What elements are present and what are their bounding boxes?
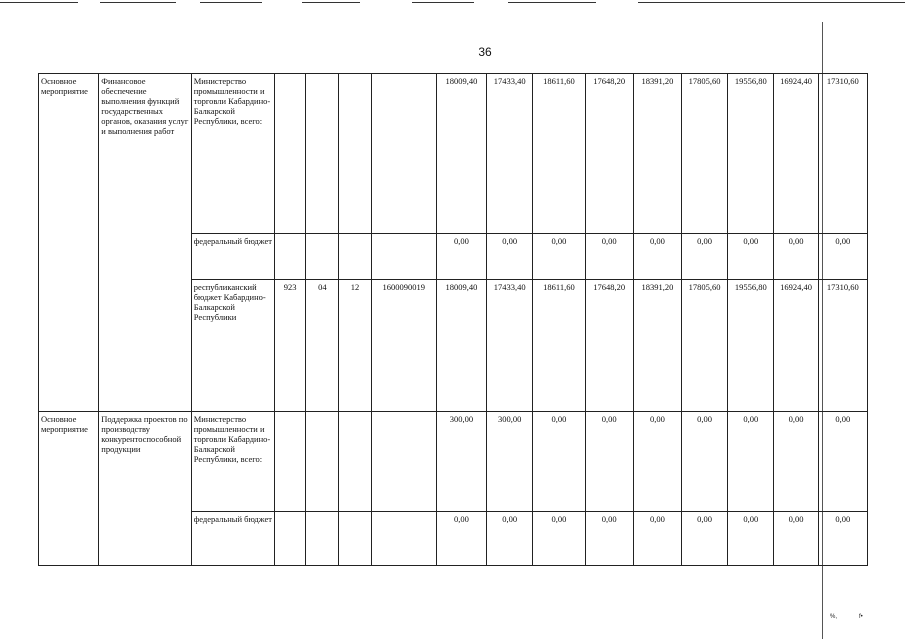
- event-type-cell: Основное мероприятие: [39, 74, 99, 412]
- value-cell: 0,00: [728, 512, 774, 566]
- page-number: 36: [478, 45, 492, 59]
- event-name-cell: Финансовое обеспечение выполнения функций государственных органов, оказания услуг и выполнения работ: [99, 74, 191, 412]
- event-name-cell: Поддержка проектов по производству конкурентоспособной продукции: [99, 412, 191, 566]
- value-cell: 0,00: [818, 412, 867, 512]
- budget-table: [38, 73, 868, 566]
- value-cell: 0,00: [818, 512, 867, 566]
- top-rule: [100, 2, 176, 3]
- source-label-cell: Министерство промышленности и торговли Кабардино-Балкарской Республики, всего:: [191, 74, 274, 234]
- value-cell: 17648,20: [585, 280, 633, 412]
- pr-cell: [339, 412, 371, 512]
- value-cell: 17310,60: [818, 280, 867, 412]
- csr-cell: [371, 412, 436, 512]
- value-cell: 16924,40: [774, 280, 818, 412]
- scan-artifact-marks: %, f•: [830, 614, 863, 620]
- value-cell: 0,00: [533, 234, 585, 280]
- value-cell: 0,00: [633, 412, 681, 512]
- csr-cell: [371, 234, 436, 280]
- value-cell: 0,00: [728, 234, 774, 280]
- top-rule: [412, 2, 474, 3]
- value-cell: 0,00: [585, 512, 633, 566]
- grbs-cell: [275, 412, 306, 512]
- value-cell: 0,00: [487, 234, 533, 280]
- grbs-cell: [275, 512, 306, 566]
- grbs-cell: [275, 234, 306, 280]
- value-cell: 0,00: [774, 412, 818, 512]
- source-label-cell: федеральный бюджет: [191, 234, 274, 280]
- rz-cell: [306, 74, 339, 234]
- rz-cell: 04: [306, 280, 339, 412]
- value-cell: 0,00: [774, 512, 818, 566]
- top-rule: [302, 2, 360, 3]
- value-cell: 0,00: [585, 234, 633, 280]
- value-cell: 0,00: [818, 234, 867, 280]
- value-cell: 17310,60: [818, 74, 867, 234]
- value-cell: 18009,40: [436, 280, 486, 412]
- table-row: [39, 412, 868, 512]
- value-cell: 0,00: [682, 234, 728, 280]
- source-label-cell: Министерство промышленности и торговли Кабардино-Балкарской Республики, всего:: [191, 412, 274, 512]
- value-cell: 0,00: [585, 412, 633, 512]
- value-cell: 19556,80: [728, 280, 774, 412]
- value-cell: 0,00: [487, 512, 533, 566]
- value-cell: 18391,20: [633, 280, 681, 412]
- value-cell: 0,00: [728, 412, 774, 512]
- table-row: [39, 74, 868, 234]
- grbs-cell: 923: [275, 280, 306, 412]
- top-rule: [638, 2, 905, 3]
- top-rule: [0, 2, 78, 3]
- pr-cell: [339, 234, 371, 280]
- rz-cell: [306, 412, 339, 512]
- value-cell: 18611,60: [533, 280, 585, 412]
- rz-cell: [306, 512, 339, 566]
- value-cell: 18391,20: [633, 74, 681, 234]
- pr-cell: [339, 74, 371, 234]
- value-cell: 0,00: [682, 512, 728, 566]
- value-cell: 18009,40: [436, 74, 486, 234]
- value-cell: 0,00: [436, 512, 486, 566]
- value-cell: 0,00: [774, 234, 818, 280]
- value-cell: 17433,40: [487, 280, 533, 412]
- csr-cell: [371, 512, 436, 566]
- value-cell: 300,00: [487, 412, 533, 512]
- source-label-cell: республиканский бюджет Кабардино-Балкарской Республики: [191, 280, 274, 412]
- value-cell: 0,00: [682, 412, 728, 512]
- csr-cell: [371, 74, 436, 234]
- csr-cell: 1600090019: [371, 280, 436, 412]
- value-cell: 0,00: [533, 412, 585, 512]
- pr-cell: [339, 512, 371, 566]
- value-cell: 0,00: [633, 234, 681, 280]
- rz-cell: [306, 234, 339, 280]
- grbs-cell: [275, 74, 306, 234]
- value-cell: 19556,80: [728, 74, 774, 234]
- value-cell: 17648,20: [585, 74, 633, 234]
- value-cell: 0,00: [533, 512, 585, 566]
- pr-cell: 12: [339, 280, 371, 412]
- value-cell: 17805,60: [682, 280, 728, 412]
- top-rule: [508, 2, 596, 3]
- value-cell: 16924,40: [774, 74, 818, 234]
- value-cell: 17805,60: [682, 74, 728, 234]
- value-cell: 300,00: [436, 412, 486, 512]
- value-cell: 0,00: [633, 512, 681, 566]
- value-cell: 18611,60: [533, 74, 585, 234]
- source-label-cell: федеральный бюджет: [191, 512, 274, 566]
- value-cell: 0,00: [436, 234, 486, 280]
- top-rule: [200, 2, 262, 3]
- value-cell: 17433,40: [487, 74, 533, 234]
- event-type-cell: Основное мероприятие: [39, 412, 99, 566]
